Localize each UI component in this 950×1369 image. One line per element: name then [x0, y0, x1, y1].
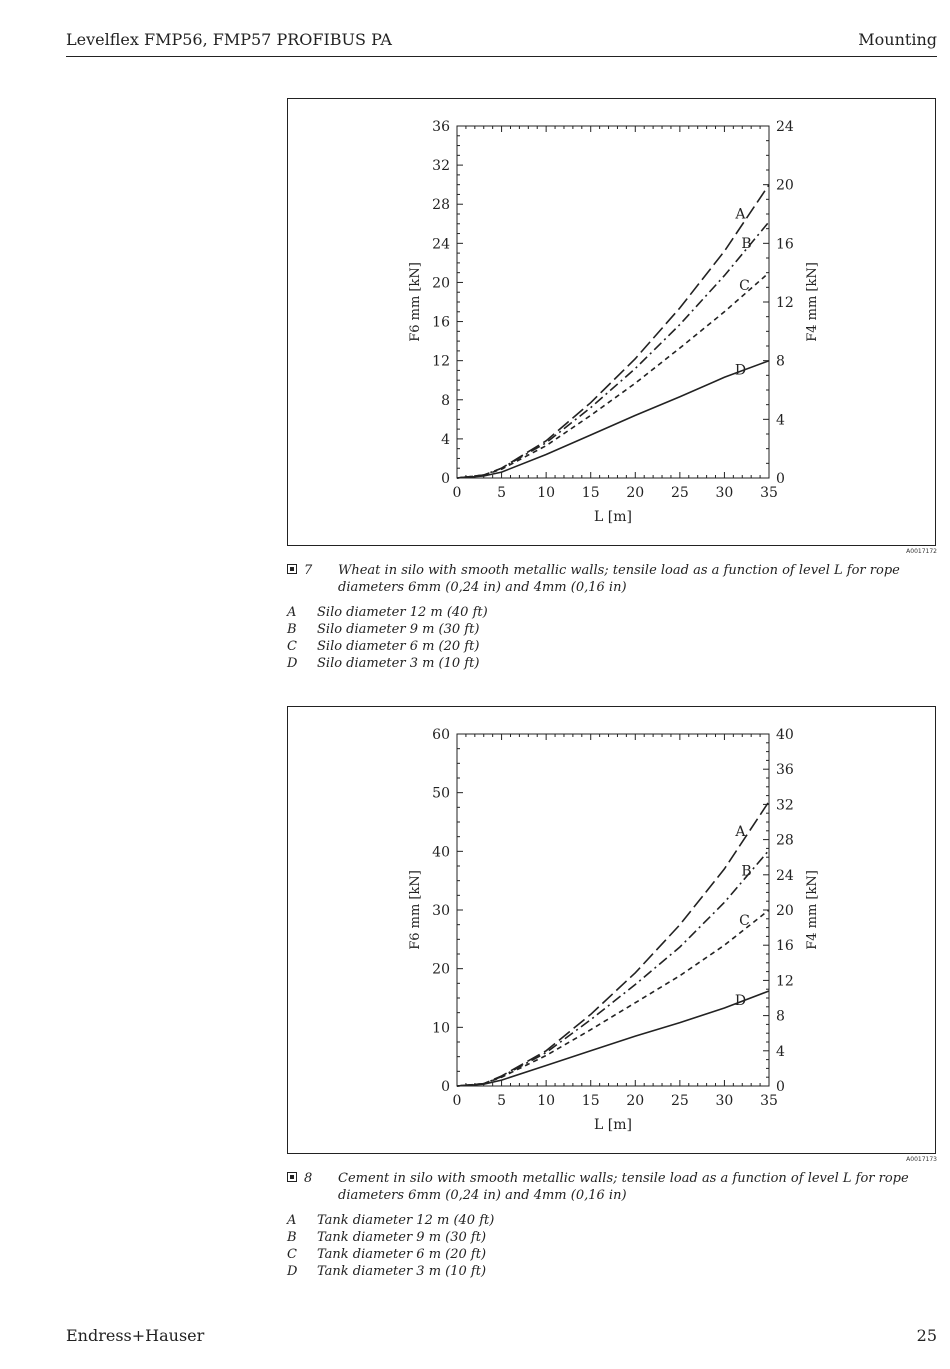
- legend-key: D: [287, 656, 298, 671]
- legend-text: Silo diameter 12 m (40 ft): [317, 605, 488, 620]
- figure-number: 7: [304, 563, 313, 578]
- caption-text: Wheat in silo with smooth metallic walls; tensile load as a function of level L for rope diameters 6mm (0,24 in) and 4mm (0,16 in): [338, 563, 900, 595]
- series-label-a: A: [735, 823, 746, 840]
- x-tick-label: 5: [497, 485, 507, 501]
- legend-item: [287, 655, 687, 672]
- y-tick-label: 20: [432, 275, 450, 292]
- x-tick-label: 35: [760, 485, 778, 501]
- y-right-tick-label: 12: [776, 973, 794, 990]
- figure-7-code: A0017172: [906, 548, 937, 555]
- legend-key: A: [287, 1213, 297, 1228]
- legend-item: [287, 1229, 687, 1246]
- y-right-tick-label: 36: [776, 762, 794, 779]
- x-tick-label: 20: [626, 1093, 645, 1109]
- series-label-b: B: [741, 236, 752, 253]
- series-line-d: [457, 361, 769, 478]
- x-axis-label: L [m]: [594, 1117, 632, 1133]
- y-tick-label: 10: [432, 1020, 450, 1037]
- figure-number: 8: [304, 1171, 313, 1186]
- y-right-tick-label: 40: [776, 727, 794, 743]
- x-tick-label: 30: [715, 485, 734, 501]
- y-tick-label: 0: [441, 1079, 450, 1095]
- y-tick-label: 28: [432, 197, 450, 214]
- series-label-c: C: [739, 913, 750, 930]
- series-line-d: [457, 991, 769, 1086]
- figure-8-legend: [287, 1212, 687, 1280]
- x-tick-label: 15: [581, 1093, 600, 1109]
- y-right-tick-label: 16: [776, 938, 794, 955]
- x-axis-label: L [m]: [594, 509, 632, 525]
- y-right-tick-label: 0: [776, 471, 785, 487]
- y-right-tick-label: 20: [776, 903, 794, 919]
- figure-7-caption: [287, 562, 927, 598]
- header-divider: [66, 56, 937, 57]
- y-right-tick-label: 8: [776, 353, 785, 370]
- y-tick-label: 4: [441, 431, 450, 448]
- figure-8-code: A0017173: [906, 1156, 937, 1163]
- y-tick-label: 36: [432, 119, 450, 135]
- y-right-tick-label: 12: [776, 295, 794, 311]
- legend-key: C: [287, 639, 297, 654]
- page-number: 25: [916, 1326, 937, 1345]
- series-line-c: [457, 910, 769, 1086]
- legend-text: Tank diameter 12 m (40 ft): [317, 1213, 495, 1228]
- legend-key: A: [287, 605, 297, 620]
- figure-7-chart: [288, 99, 937, 547]
- legend-text: Silo diameter 6 m (20 ft): [317, 639, 480, 654]
- footer-brand: Endress+Hauser: [66, 1326, 205, 1345]
- y-right-tick-label: 24: [776, 119, 794, 135]
- y-tick-label: 60: [432, 727, 450, 743]
- y-right-tick-label: 0: [776, 1079, 785, 1095]
- legend-item: [287, 1246, 687, 1263]
- legend-item: [287, 1212, 687, 1229]
- y-right-tick-label: 4: [776, 412, 785, 429]
- series-label-d: D: [734, 993, 747, 1010]
- y-tick-label: 12: [432, 353, 450, 370]
- figure-8-chart: [288, 707, 937, 1155]
- y-right-tick-label: 28: [776, 832, 794, 849]
- y-tick-label: 8: [441, 392, 450, 409]
- y-right-tick-label: 20: [776, 177, 794, 194]
- legend-text: Tank diameter 9 m (30 ft): [317, 1230, 487, 1245]
- y-right-tick-label: 16: [776, 236, 794, 253]
- legend-key: D: [287, 1264, 298, 1279]
- series-label-c: C: [739, 278, 750, 295]
- figure-icon: [287, 564, 297, 574]
- x-tick-label: 35: [760, 1093, 778, 1109]
- series-line-b: [457, 222, 769, 478]
- series-label-a: A: [735, 206, 746, 223]
- y-tick-label: 40: [432, 844, 450, 861]
- legend-item: [287, 638, 687, 655]
- y-tick-label: 32: [432, 158, 450, 175]
- y-tick-label: 24: [432, 236, 450, 253]
- x-tick-label: 30: [715, 1093, 734, 1109]
- x-tick-label: 25: [670, 1093, 689, 1109]
- legend-item: [287, 621, 687, 638]
- legend-key: C: [287, 1247, 297, 1262]
- plot-area: [457, 734, 769, 1086]
- y-right-axis-label: F4 mm [kN]: [805, 870, 820, 950]
- figure-8-frame: [287, 706, 936, 1154]
- y-axis-label: F6 mm [kN]: [408, 262, 423, 342]
- series-label-d: D: [734, 362, 747, 379]
- y-right-tick-label: 4: [776, 1043, 785, 1060]
- header-title: Levelflex FMP56, FMP57 PROFIBUS PA: [66, 30, 392, 49]
- y-tick-label: 50: [432, 785, 450, 802]
- y-tick-label: 30: [432, 903, 450, 919]
- legend-text: Silo diameter 9 m (30 ft): [317, 622, 480, 637]
- x-tick-label: 5: [497, 1093, 507, 1109]
- x-tick-label: 0: [452, 485, 462, 501]
- legend-item: [287, 604, 687, 621]
- y-right-tick-label: 24: [776, 867, 794, 884]
- legend-item: [287, 1263, 687, 1280]
- legend-key: B: [287, 622, 297, 637]
- figure-7-legend: [287, 604, 687, 672]
- x-tick-label: 10: [537, 485, 556, 501]
- y-axis-label: F6 mm [kN]: [408, 870, 423, 950]
- y-tick-label: 0: [441, 471, 450, 487]
- x-tick-label: 20: [626, 485, 645, 501]
- series-line-a: [457, 185, 769, 478]
- figure-icon: [287, 1172, 297, 1182]
- series-label-b: B: [741, 863, 752, 880]
- legend-text: Tank diameter 6 m (20 ft): [317, 1247, 487, 1262]
- x-tick-label: 10: [537, 1093, 556, 1109]
- series-line-c: [457, 273, 769, 478]
- y-tick-label: 16: [432, 314, 450, 331]
- y-tick-label: 20: [432, 961, 450, 978]
- caption-text: Cement in silo with smooth metallic walls; tensile load as a function of level L for rope diameters 6mm (0,24 in) and 4mm (0,16 in): [338, 1171, 909, 1203]
- figure-7-frame: [287, 98, 936, 546]
- y-right-tick-label: 32: [776, 797, 794, 814]
- legend-text: Silo diameter 3 m (10 ft): [317, 656, 480, 671]
- y-right-tick-label: 8: [776, 1008, 785, 1025]
- y-right-axis-label: F4 mm [kN]: [805, 262, 820, 342]
- series-line-b: [457, 850, 769, 1086]
- legend-key: B: [287, 1230, 297, 1245]
- x-tick-label: 0: [452, 1093, 462, 1109]
- figure-8-caption: [287, 1170, 927, 1206]
- legend-text: Tank diameter 3 m (10 ft): [317, 1264, 487, 1279]
- header-section: Mounting: [858, 30, 937, 49]
- x-tick-label: 15: [581, 485, 600, 501]
- x-tick-label: 25: [670, 485, 689, 501]
